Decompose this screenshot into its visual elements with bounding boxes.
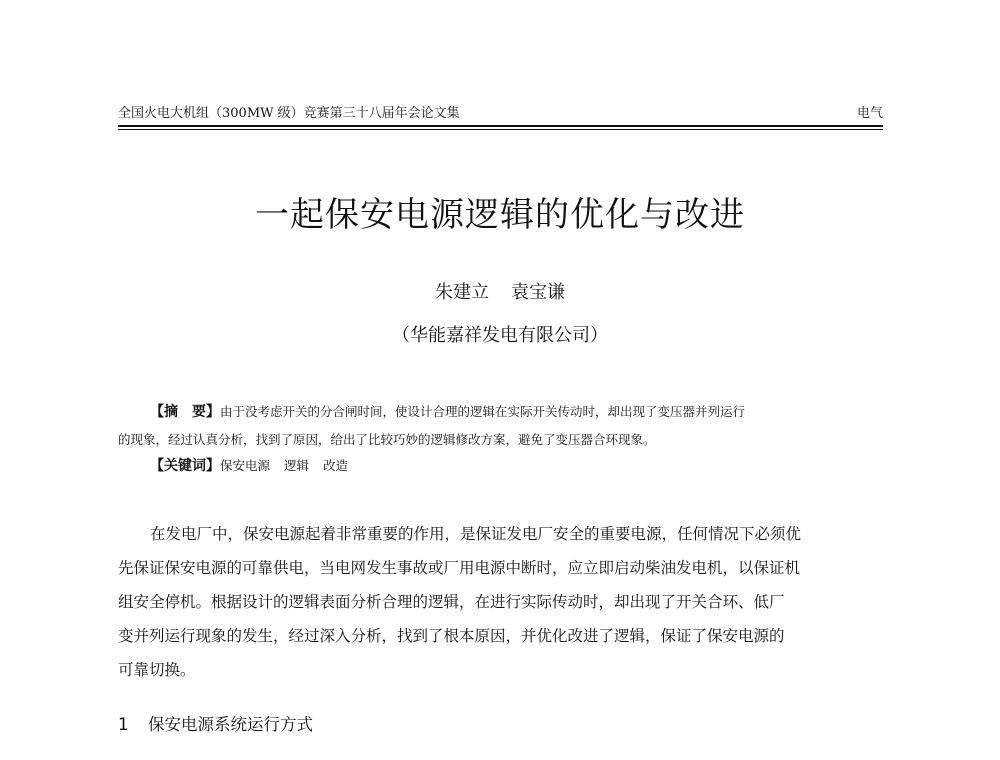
keyword: 逻辑 [284,458,310,473]
author-name: 袁宝谦 [511,282,565,303]
header-category: 电气 [856,106,883,121]
body-line: 在发电厂中，保安电源起着非常重要的作用，是保证发电厂安全的重要电源，任何情况下必须优 [150,525,802,543]
header-rule-thin [118,129,883,130]
running-header [118,104,883,124]
header-proceedings-title: 全国火电大机组（300MW 级）竞赛第三十八届年会论文集 [118,106,460,121]
abstract-text: 由于没考虑开关的分合闸时间，使设计合理的逻辑在实际开关传动时，却出现了变压器并列运行 [220,404,746,419]
section-number: 1 [118,715,129,734]
keywords [150,452,883,480]
author-name: 朱建立 [435,282,489,303]
body-line: 可靠切换。 [118,661,196,679]
abstract-label: 【摘 要】 [150,404,220,420]
keywords-label: 【关键词】 [150,458,220,474]
paper-title: 一起保安电源逻辑的优化与改进 [255,195,745,235]
body-paragraph [118,517,888,687]
body-line: 变并列运行现象的发生，经过深入分析，找到了根本原因，并优化改进了逻辑，保证了保安电源的 [118,627,785,645]
abstract-line: 的现象，经过认真分析，找到了原因，给出了比较巧妙的逻辑修改方案，避免了变压器合环现象。 [118,432,656,447]
keyword: 保安电源 [220,458,271,473]
keyword: 改造 [323,458,349,473]
abstract-line [118,398,883,426]
abstract [118,398,883,454]
section-title: 保安电源系统运行方式 [148,715,313,734]
author-list [0,280,1000,306]
section-heading [118,712,718,738]
header-rule [118,125,883,127]
body-line: 先保证保安电源的可靠供电，当电网发生事故或厂用电源中断时，应立即启动柴油发电机，以保证机 [118,559,801,577]
affiliation: （华能嘉祥发电有限公司） [392,325,608,346]
body-line: 组安全停机。根据设计的逻辑表面分析合理的逻辑，在进行实际传动时，却出现了开关合环、低厂 [118,593,785,611]
